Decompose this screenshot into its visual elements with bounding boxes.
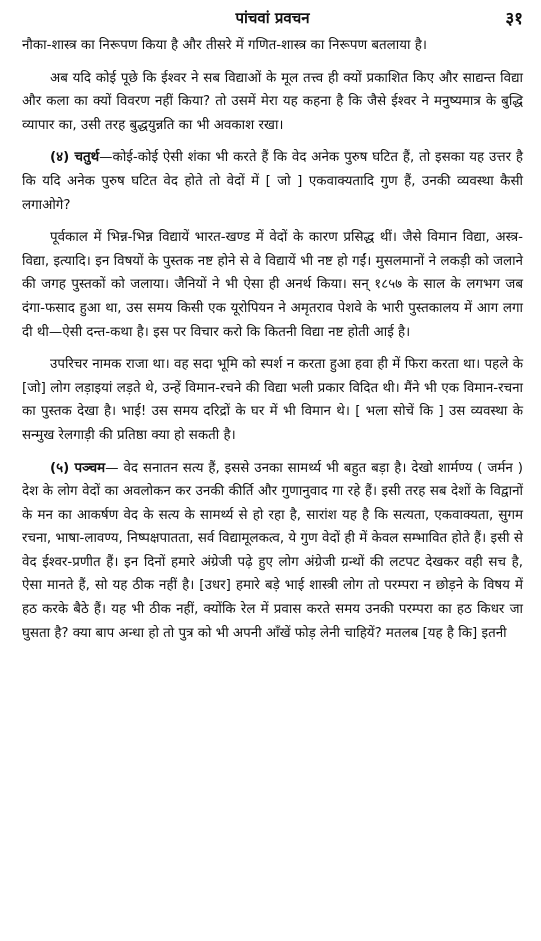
- paragraph-text: उपरिचर नामक राजा था। वह सदा भूमि को स्पर्श न करता हुआ हवा ही में फिरा करता था। पहले के [जो] लोग लड़ाइयां लड़ते थे, उन्हें विमान-रचने की विद्या भली प्रकार विदित थी। मैंने भी एक विमान-रचना का पुस्तक देखा है। भाई! उस समय दरिद्रों के घर में भी विमान थे। [ भला सोचें कि ] उस व्यवस्था के सन्मुख रेलगाड़ी की प्रतिष्ठा क्या हो सकती है।: [22, 357, 523, 443]
- paragraph-6: [22, 457, 523, 646]
- paragraph-1: [22, 34, 523, 58]
- paragraph-text: अब यदि कोई पूछे कि ईश्वर ने सब विद्याओं के मूल तत्त्व ही क्यों प्रकाशित किए और साद्यन्त विद्या और कला का क्यों विवरण नहीं किया? तो उसमें मेरा यह कहना है कि जैसे ईश्वर ने मनुष्यमात्र के बुद्धि व्यापार का, उसी तरह बुद्धयुन्नति का भी अवकाश रखा।: [22, 70, 523, 133]
- paragraph-text: —कोई-कोई ऐसी शंका भी करते हैं कि वेद अनेक पुरुष घटित हैं, तो इसका यह उत्तर है कि यदि अनेक पुरुष घटित वेद होते तो वेदों में [ जो ] एकवाक्यतादि गुण हैं, उनकी व्यवस्था कैसी लगाओगे?: [22, 150, 524, 213]
- page-header: [22, 4, 523, 34]
- paragraph-text: पूर्वकाल में भिन्न-भिन्न विद्यायें भारत-खण्ड में वेदों के कारण प्रसिद्ध थीं। जैसे विमान विद्या, अस्त्र-विद्या, इत्यादि। इन विषयों के पुस्तक नष्ट होने से वे विद्यायें भी नष्ट हो गईं। मुसलमानों ने लकड़ी को जलाने की जगह पुस्तकों को जलाया। जैनियों ने भी ऐसा ही अनर्थ किया। सन् १८५७ के साल के लगभग जब दंगा-फसाद हुआ था, उस समय किसी एक यूरोपियन ने अमृतराव पेशवे के भारी पुस्तकालय में आग लगा दी थी—ऐसी दन्त-कथा है। इस पर विचार करो कि कितनी विद्या नष्ट होती आई है।: [22, 230, 523, 340]
- paragraph-2: [22, 67, 523, 138]
- paragraph-text: नौका-शास्त्र का निरूपण किया है और तीसरे में गणित-शास्त्र का निरूपण बतलाया है।: [22, 38, 427, 53]
- section-heading-4: (४) चतुर्थ: [50, 150, 100, 166]
- page-number: ३१: [505, 9, 523, 29]
- section-heading-5: (५) पञ्चम: [50, 460, 106, 476]
- paragraph-text: — वेद सनातन सत्य हैं, इससे उनका सामर्थ्य भी बहुत बड़ा है। देखो शार्मण्य ( जर्मन ) देश के लोग वेदों का अवलोकन कर उनकी कीर्ति और गुणानुवाद गा रहे हैं। इसी तरह सब देशों के विद्वानों के मन का आकर्षण वेद के सत्य के सामर्थ्य से हो रहा है, सारांश यह है कि सत्यता, एकवाक्यता, सुगम रचना, भाषा-लावण्य, निष्पक्षपातता, सर्व विद्यामूलकत्व, ये गुण वेदों ही में केवल सम्भावित होते हैं। इसी से वेद ईश्वर-प्रणीत हैं। इन दिनों हमारे अंग्रेजी पढ़े हुए लोग अंग्रेजी ग्रन्थों की लटपट देखकर वही सच है, ऐसा मानते हैं, सो यह ठीक नहीं है। [उधर] हमारे बड़े भाई शास्त्री लोग तो परम्परा न छोड़ने के विषय में हठ करके बैठे हैं। यह भी ठीक नहीं, क्योंकि रेल में प्रवास करते समय उनकी परम्परा का हठ किधर जा घुसता है? क्या बाप अन्धा हो तो पुत्र को भी अपनी आँखें फोड़ लेनी चाहियें? मतलब [यह है कि] इतनी: [22, 460, 523, 641]
- paragraph-4: [22, 226, 523, 344]
- paragraph-3: [22, 146, 523, 217]
- paragraph-5: [22, 353, 523, 447]
- chapter-title: पांचवां प्रवचन: [235, 9, 310, 27]
